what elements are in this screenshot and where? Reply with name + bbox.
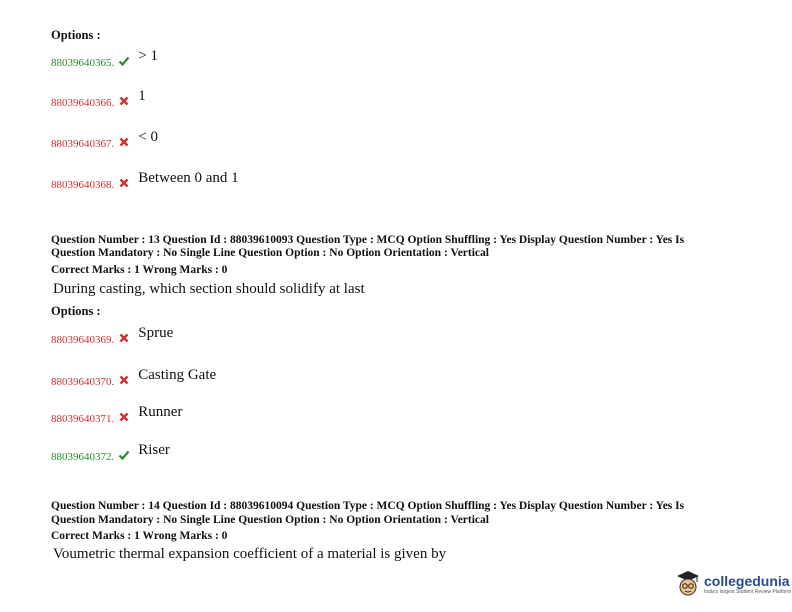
options-label: Options : xyxy=(51,28,101,42)
option-row xyxy=(51,88,146,109)
check-icon xyxy=(118,449,130,461)
cross-icon xyxy=(118,374,130,386)
option-text: Riser xyxy=(138,442,170,458)
option-row xyxy=(51,367,217,388)
check-icon xyxy=(118,55,130,67)
option-text: Runner xyxy=(138,404,183,420)
option-row xyxy=(51,48,158,69)
question-marks: Correct Marks : 1 Wrong Marks : 0 xyxy=(51,264,228,276)
option-id: 88039640366. xyxy=(51,97,115,109)
option-text: Casting Gate xyxy=(138,367,217,383)
question-text: Voumetric thermal expansion coefficient of a material is given by xyxy=(53,546,447,562)
option-row xyxy=(51,325,174,346)
question-meta-line2: Question Mandatory : No Single Line Question Option : No Option Orientation : Vertical xyxy=(51,514,489,526)
option-id: 88039640370. xyxy=(51,376,115,388)
option-row xyxy=(51,129,158,150)
option-id: 88039640367. xyxy=(51,138,115,150)
question-meta-line1: Question Number : 13 Question Id : 88039610093 Question Type : MCQ Option Shuffling : Yes Display Question Number : Yes Is xyxy=(51,234,685,246)
option-id: 88039640371. xyxy=(51,413,115,425)
options-label: Options : xyxy=(51,304,101,318)
question-marks: Correct Marks : 1 Wrong Marks : 0 xyxy=(51,530,228,542)
option-id: 88039640372. xyxy=(51,451,115,463)
logo-name: collegedunia xyxy=(704,573,790,589)
cross-icon xyxy=(118,411,130,423)
logo-tagline: India's largest Student Review Platform xyxy=(704,589,792,595)
cross-icon xyxy=(118,95,130,107)
option-text: Between 0 and 1 xyxy=(138,170,239,186)
student-mascot-icon xyxy=(676,570,700,598)
option-text: > 1 xyxy=(138,48,158,64)
cross-icon xyxy=(118,177,130,189)
option-id: 88039640365. xyxy=(51,57,115,69)
option-id: 88039640368. xyxy=(51,179,115,191)
option-row xyxy=(51,170,239,191)
question-meta-line2: Question Mandatory : No Single Line Question Option : No Option Orientation : Vertical xyxy=(51,247,489,259)
option-row xyxy=(51,404,183,425)
question-meta-line1: Question Number : 14 Question Id : 88039610094 Question Type : MCQ Option Shuffling : Yes Display Question Number : Yes Is xyxy=(51,500,685,512)
option-text: 1 xyxy=(138,88,146,104)
option-text: < 0 xyxy=(138,129,158,145)
option-row xyxy=(51,442,170,463)
collegedunia-logo xyxy=(676,570,791,598)
question-text: During casting, which section should solidify at last xyxy=(53,281,365,297)
cross-icon xyxy=(118,136,130,148)
option-id: 88039640369. xyxy=(51,334,115,346)
cross-icon xyxy=(118,332,130,344)
option-text: Sprue xyxy=(138,325,174,341)
